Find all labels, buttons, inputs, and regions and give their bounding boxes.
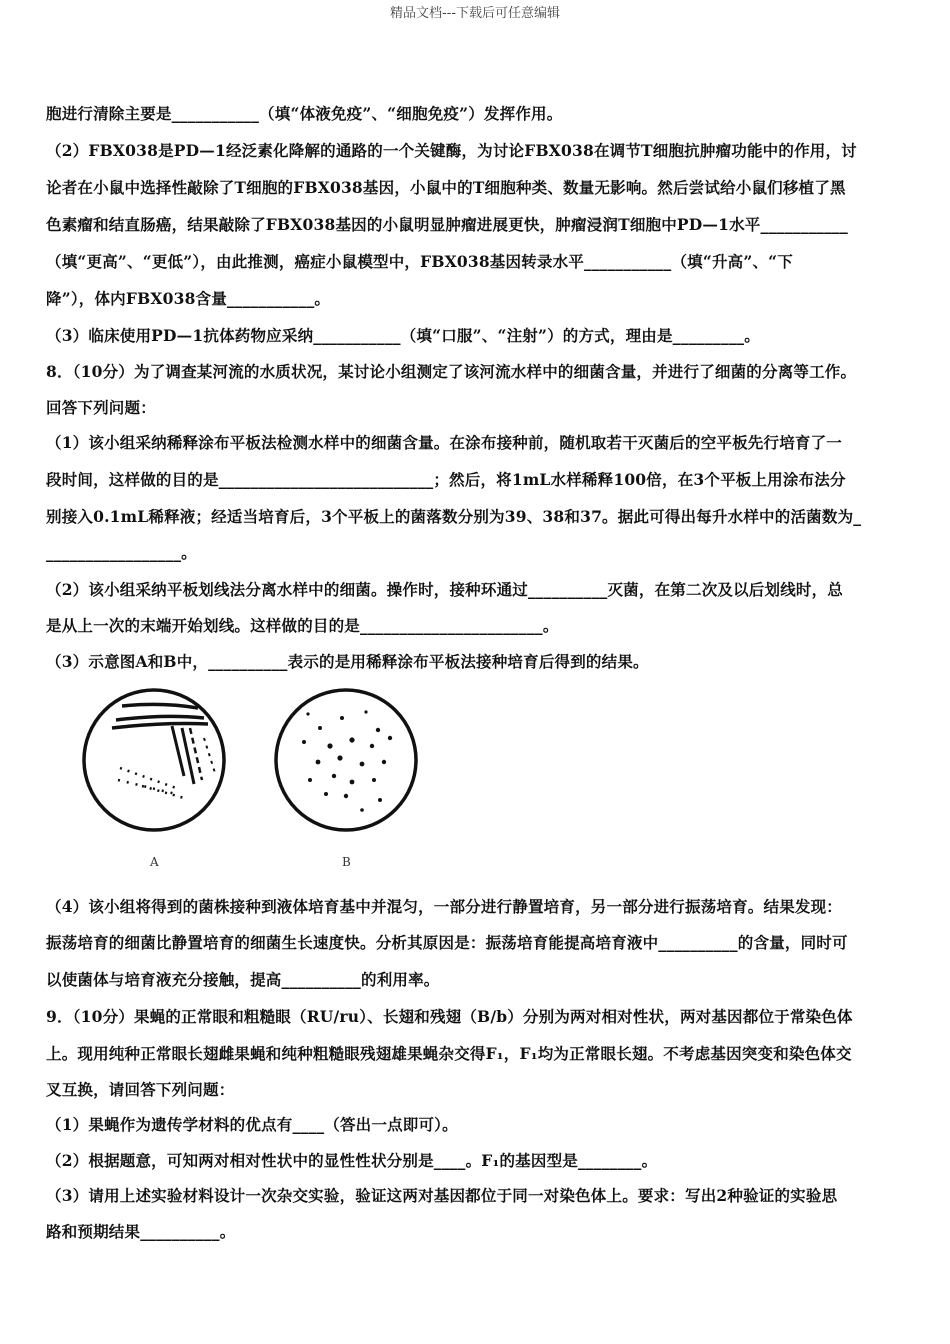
- text-line: 回答下列问题：: [46, 398, 156, 417]
- text-line: 以使菌体与培育液充分接触，提高__________的利用率。: [46, 970, 440, 989]
- text-line: 是从上一次的末端开始划线。这样做的目的是_______________________。: [46, 616, 559, 635]
- text-line: 降”），体内FBX038含量___________。: [46, 289, 331, 308]
- text-line: 9．（10分）果蝇的正常眼和粗糙眼（RU/ru）、长翅和残翅（B/b）分别为两对相对性状，两对基因都位于常染色体: [46, 1007, 853, 1026]
- text-line: （2）该小组采纳平板划线法分离水样中的细菌。操作时，接种环通过__________灭菌，在第二次及以后划线时，总: [46, 580, 843, 599]
- text-line: （3）请用上述实验材料设计一次杂交实验，验证这两对基因都位于同一对染色体上。要求：写出2种验证的实验思: [46, 1186, 838, 1205]
- text-line: （1）该小组采纳稀释涂布平板法检测水样中的细菌含量。在涂布接种前，随机取若干灭菌后的空平板先行培育了一: [46, 433, 842, 452]
- text-line: （4）该小组将得到的菌株接种到液体培育基中并混匀，一部分进行静置培育，另一部分进行振荡培育。结果发现：: [46, 897, 842, 916]
- page-header: 精品文档---下载后可任意编辑: [389, 6, 561, 21]
- text-line: （1）果蝇作为遗传学材料的优点有____（答出一点即可）。: [46, 1115, 458, 1134]
- text-line: 上。现用纯种正常眼长翅雌果蝇和纯种粗糙眼残翅雄果蝇杂交得F₁，F₁均为正常眼长翅。不考虑基因突变和染色体交: [46, 1044, 852, 1063]
- text-line: （2）根据题意，可知两对相对性状中的显性性状分别是____。F₁的基因型是________。: [46, 1151, 658, 1170]
- text-line: （3）临床使用PD—1抗体药物应采纳___________（填“口服”、“注射”）的方式，理由是_________。: [46, 326, 760, 345]
- text-line: 振荡培育的细菌比静置培育的细菌生长速度快。分析其原因是：振荡培育能提高培育液中__________的含量，同时可: [46, 933, 848, 952]
- text-line: 别接入0.1mL稀释液；经适当培育后，3个平板上的菌落数分别为39、38和37。据此可得出每升水样中的活菌数为_: [46, 507, 862, 526]
- text-line: 色素瘤和结直肠癌，结果敲除了FBX038基因的小鼠明显肿瘤进展更快，肿瘤浸润T细胞中PD—1水平___________: [46, 215, 848, 234]
- petri-dish-figure: [72, 684, 432, 874]
- text-line: 路和预期结果__________。: [46, 1222, 236, 1241]
- caption-a: A: [150, 855, 159, 869]
- text-line: （2）FBX038是PD—1经泛素化降解的通路的一个关键酶，为讨论FBX038在调节T细胞抗肿瘤功能中的作用，讨: [46, 141, 857, 160]
- text-line: _________________。: [46, 543, 197, 562]
- text-line: （3）示意图A和B中，__________表示的是用稀释涂布平板法接种培育后得到的结果。: [46, 652, 649, 671]
- text-line: 8．（10分）为了调查某河流的水质状况，某讨论小组测定了该河流水样中的细菌含量，并进行了细菌的分离等工作。: [46, 362, 857, 381]
- text-line: （填“更高”、“更低”），由此推测，癌症小鼠模型中，FBX038基因转录水平___________（填“升高”、“下: [46, 252, 793, 271]
- caption-b: B: [342, 855, 351, 869]
- text-line: 论者在小鼠中选择性敲除了T细胞的FBX038基因，小鼠中的T细胞种类、数量无影响。然后尝试给小鼠们移植了黑: [46, 178, 846, 197]
- petri-dish-a: [84, 690, 224, 830]
- text-line: 叉互换，请回答下列问题：: [46, 1080, 235, 1099]
- text-line: 段时间，这样做的目的是___________________________；然后，将1mL水样稀释100倍，在3个平板上用涂布法分: [46, 470, 846, 489]
- petri-dish-b: [276, 690, 416, 830]
- text-line: 胞进行清除主要是___________（填“体液免疫”、“细胞免疫”）发挥作用。: [46, 104, 563, 123]
